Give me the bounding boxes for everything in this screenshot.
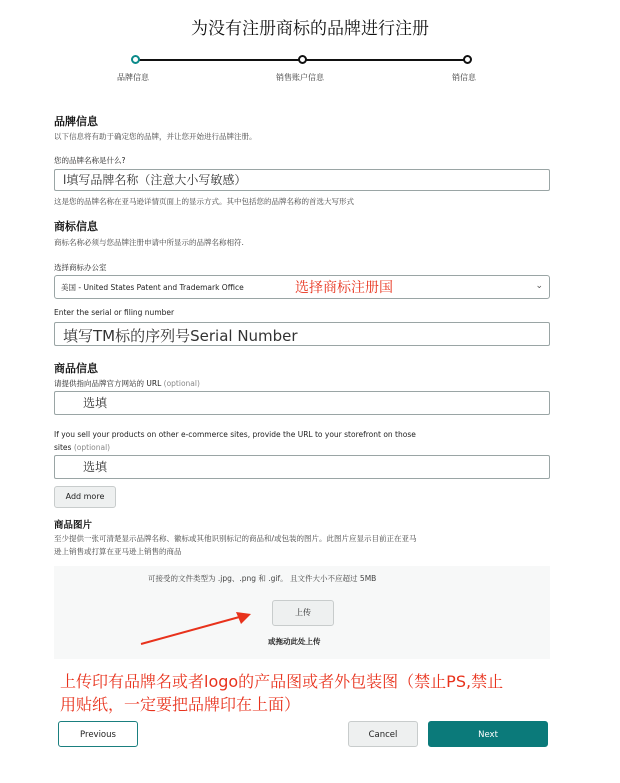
brand-section-heading: 品牌信息 bbox=[54, 115, 98, 128]
website-url-value: 选填 bbox=[83, 396, 108, 410]
ecommerce-url-label-line2 bbox=[54, 443, 110, 452]
annotation-line1: 上传印有品牌名或者logo的产品图或者外包装图（禁止PS,禁止 bbox=[60, 672, 504, 691]
annotation-line2: 用贴纸，一定要把品牌印在上面） bbox=[60, 695, 301, 714]
website-url-label bbox=[54, 378, 200, 389]
brand-section-description: 以下信息将有助于确定您的品牌，并让您开始进行品牌注册。 bbox=[54, 132, 257, 141]
step-2-label: 销售账户信息 bbox=[276, 73, 324, 82]
serial-number-label: Enter the serial or filing number bbox=[54, 308, 175, 317]
page-title: 为没有注册商标的品牌进行注册 bbox=[191, 19, 429, 39]
trademark-office-value: 美国 - United States Patent and Trademark Office bbox=[61, 283, 244, 292]
trademark-section-description: 商标名称必须与您品牌注册申请中所显示的品牌名称相符. bbox=[54, 238, 244, 247]
step-1-indicator bbox=[131, 55, 140, 64]
ecommerce-url-label-text: sites bbox=[54, 443, 72, 452]
website-url-optional: (optional) bbox=[163, 379, 200, 388]
brand-name-help: 这是您的品牌名称在亚马逊详情页面上的显示方式。其中包括您的品牌名称的首选大写形式 bbox=[54, 197, 354, 206]
serial-number-value: 填写TM标的序列号Serial Number bbox=[63, 327, 298, 345]
drag-upload-text: 或拖动此处上传 bbox=[268, 637, 321, 646]
chevron-down-icon: ⌄ bbox=[535, 281, 543, 291]
brand-name-input[interactable] bbox=[54, 169, 550, 191]
website-url-input[interactable] bbox=[54, 391, 550, 415]
next-button[interactable]: Next bbox=[428, 721, 548, 747]
ecommerce-url-label-line1: If you sell your products on other e-commerce sites, provide the URL to your storefront on those bbox=[54, 430, 416, 439]
trademark-office-note: 选择商标注册国 bbox=[295, 280, 393, 296]
image-section-description-line1: 至少提供一张可清楚显示品牌名称、徽标或其他识别标记的商品和/或包装的图片。此图片应显示目前正在亚马 bbox=[54, 534, 417, 543]
product-section-heading: 商品信息 bbox=[54, 362, 98, 375]
upload-button[interactable]: 上传 bbox=[272, 600, 334, 626]
step-3-label: 销信息 bbox=[452, 73, 476, 82]
ecommerce-url-value: 选填 bbox=[83, 460, 108, 474]
trademark-office-label: 选择商标办公室 bbox=[54, 263, 107, 272]
website-url-label-text: 请提供指向品牌官方网站的 URL bbox=[54, 379, 162, 388]
brand-name-value: l填写品牌名称（注意大小写敏感） bbox=[63, 173, 247, 187]
annotation-arrow-icon bbox=[135, 608, 265, 650]
cancel-button[interactable]: Cancel bbox=[348, 721, 418, 747]
step-2-indicator bbox=[298, 55, 307, 64]
ecommerce-url-optional: (optional) bbox=[73, 443, 111, 452]
serial-number-input[interactable] bbox=[54, 322, 550, 346]
previous-button[interactable]: Previous bbox=[58, 721, 138, 747]
step-1-label: 品牌信息 bbox=[117, 73, 149, 82]
brand-name-label: 您的品牌名称是什么? bbox=[54, 156, 126, 165]
add-more-button[interactable]: Add more bbox=[54, 486, 116, 508]
file-type-info: 可接受的文件类型为 .jpg、.png 和 .gif。 且文件大小不应超过 5MB bbox=[148, 574, 377, 583]
image-section-description-line2: 逊上销售或打算在亚马逊上销售的商品 bbox=[54, 547, 182, 556]
trademark-section-heading: 商标信息 bbox=[54, 220, 98, 233]
image-section-heading: 商品图片 bbox=[54, 520, 93, 531]
ecommerce-url-input[interactable] bbox=[54, 455, 550, 479]
step-3-indicator bbox=[463, 55, 472, 64]
